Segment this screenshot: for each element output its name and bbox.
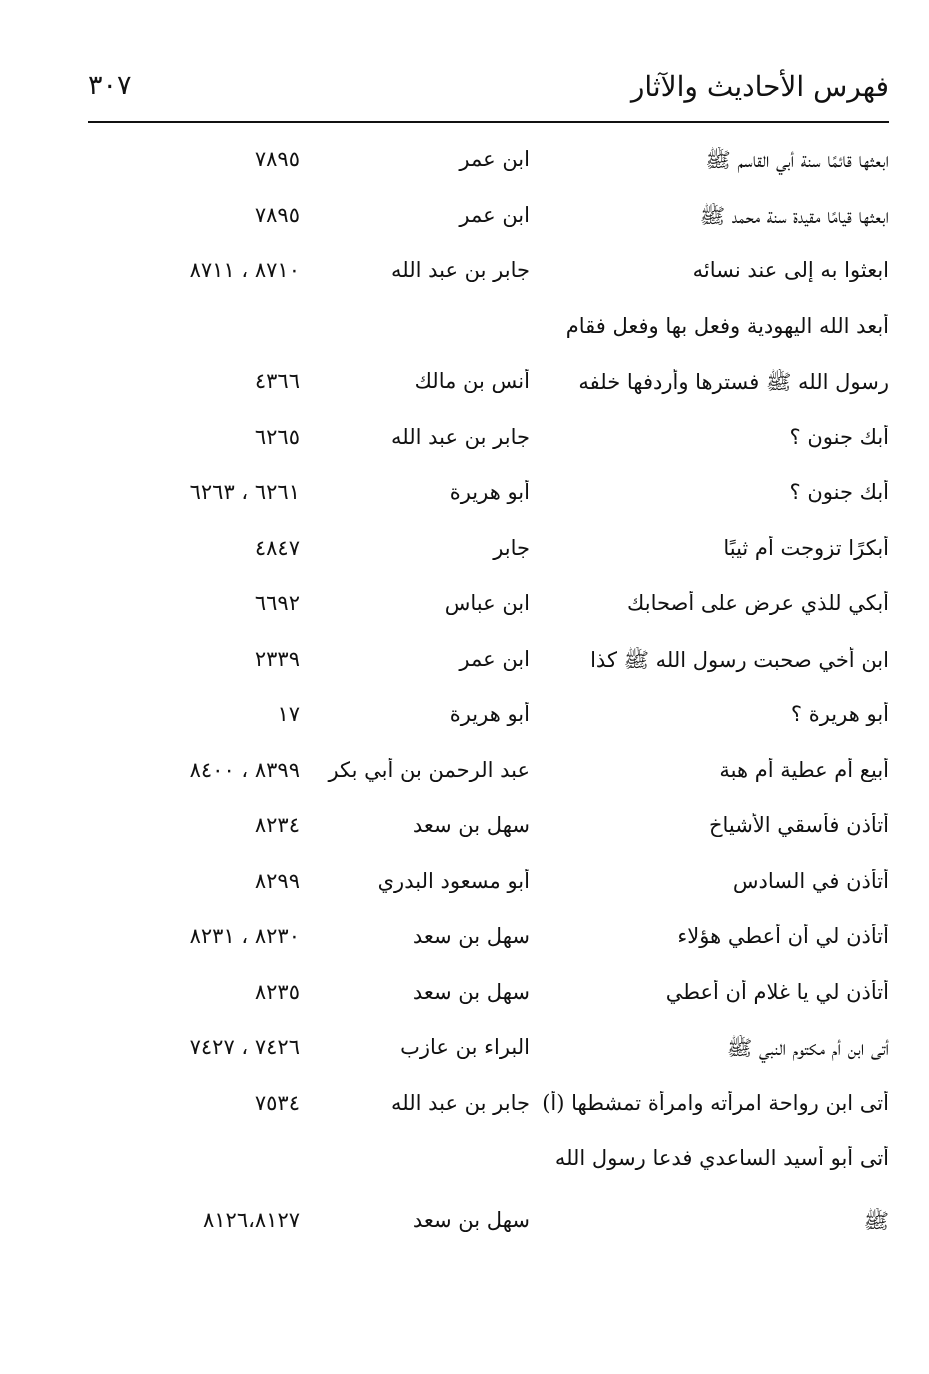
list-item	[0, 1138, 929, 1194]
list-item	[0, 195, 929, 251]
page-title: فهرس الأحاديث والآثار	[630, 70, 889, 103]
hadith-text: أتأذن لي أن أعطي هؤلاء	[677, 924, 889, 948]
list-item	[0, 306, 929, 362]
hadith-text: أتأذن في السادس	[732, 868, 889, 893]
list-item	[0, 583, 929, 639]
narrator: سهل بن سعد	[412, 979, 530, 1004]
hadith-numbers: ٧٥٣٤	[254, 1090, 300, 1115]
hadith-numbers: ٦٦٩٢	[254, 591, 300, 615]
narrator: ابن عمر	[459, 646, 530, 671]
hadith-numbers: ١٧	[277, 702, 300, 726]
hadith-numbers: ٦٢٦٥	[254, 424, 300, 449]
hadith-text: أبك جنون ؟	[789, 424, 889, 449]
hadith-text: أتى ابن رواحة امرأته وامرأة تمشطها (أ)	[542, 1090, 889, 1115]
list-item	[0, 694, 929, 750]
hadith-numbers: ٧٤٢٦ ، ٧٤٢٧	[189, 1035, 300, 1059]
list-item	[0, 472, 929, 528]
hadith-text: ابعثها قائمًا سنة أبي القاسم ﷺ	[705, 148, 889, 172]
narrator: ابن عمر	[459, 147, 530, 171]
narrator: جابر بن عبد الله	[390, 258, 530, 282]
hadith-text: رسول الله ﷺ فسترها وأردفها خلفه	[578, 370, 889, 394]
narrator: عبد الرحمن بن أبي بكر	[328, 757, 530, 782]
hadith-text: ﷺ	[863, 1208, 889, 1233]
hadith-numbers: ٧٨٩٥	[254, 147, 300, 171]
hadith-numbers: ٨٧١٠ ، ٨٧١١	[189, 258, 300, 282]
narrator: جابر	[493, 535, 530, 560]
list-item	[0, 361, 929, 417]
hadith-text: أتى أبو أسيد الساعدي فدعا رسول الله	[554, 1146, 889, 1170]
narrator: سهل بن سعد	[412, 924, 530, 948]
hadith-text: أبك جنون ؟	[789, 480, 889, 504]
narrator: ابن عمر	[459, 202, 530, 227]
list-item	[0, 1194, 929, 1250]
list-item	[0, 417, 929, 473]
narrator: سهل بن سعد	[412, 1207, 530, 1232]
hadith-text: أبكرًا تزوجت أم ثيبًا	[723, 535, 889, 560]
hadith-numbers: ٨٢٩٩	[254, 868, 300, 893]
narrator: جابر بن عبد الله	[390, 424, 530, 449]
hadith-numbers: ٢٣٣٩	[254, 646, 300, 671]
list-item	[0, 639, 929, 695]
narrator: ابن عباس	[444, 591, 530, 615]
narrator: أبو مسعود البدري	[377, 868, 530, 893]
narrator: أبو هريرة	[449, 480, 530, 504]
hadith-numbers: ٨٢٣٠ ، ٨٢٣١	[189, 924, 300, 948]
hadith-text: أبيع أم عطية أم هبة	[719, 757, 889, 782]
list-item	[0, 916, 929, 972]
hadith-text: أبو هريرة ؟	[790, 702, 889, 726]
hadith-numbers: ٨٣٩٩ ، ٨٤٠٠	[189, 757, 300, 782]
list-item	[0, 805, 929, 861]
hadith-numbers: ٨٢٣٤	[254, 813, 300, 837]
narrator: جابر بن عبد الله	[390, 1090, 530, 1115]
list-item	[0, 139, 929, 195]
list-item	[0, 250, 929, 306]
hadith-numbers: ٦٢٦١ ، ٦٢٦٣	[189, 480, 300, 504]
hadith-numbers: ٨٢٣٥	[254, 979, 300, 1004]
list-item	[0, 1027, 929, 1083]
page-header	[88, 62, 889, 112]
list-item	[0, 972, 929, 1028]
hadith-text: أتأذن فأسقي الأشياخ	[708, 813, 889, 837]
narrator: البراء بن عازب	[400, 1035, 530, 1059]
header-rule	[88, 121, 889, 123]
hadith-text: ابعثوا به إلى عند نسائه	[692, 258, 889, 282]
page-number: ٣٠٧	[88, 70, 132, 101]
hadith-text: أتى ابن أم مكتوم النبي ﷺ	[726, 1036, 889, 1060]
hadith-text: أبعد الله اليهودية وفعل بها وفعل فقام	[565, 313, 889, 338]
hadith-index-list	[0, 139, 929, 1249]
narrator: سهل بن سعد	[412, 813, 530, 837]
hadith-numbers: ٤٣٦٦	[254, 369, 300, 393]
hadith-numbers: ٧٨٩٥	[254, 202, 300, 227]
list-item	[0, 1083, 929, 1139]
narrator: أبو هريرة	[449, 702, 530, 726]
list-item	[0, 861, 929, 917]
hadith-numbers: ٤٨٤٧	[254, 535, 300, 560]
list-item	[0, 528, 929, 584]
hadith-text: ابن أخي صحبت رسول الله ﷺ كذا	[590, 647, 889, 672]
hadith-numbers: ٨١٢٦،٨١٢٧	[202, 1207, 300, 1232]
hadith-text: أبكي للذي عرض على أصحابك	[627, 591, 889, 615]
narrator: أنس بن مالك	[414, 369, 530, 393]
list-item	[0, 750, 929, 806]
hadith-text: ابعثها قيامًا مقيدة سنة محمد ﷺ	[699, 203, 889, 228]
hadith-text: أتأذن لي يا غلام أن أعطي	[665, 979, 889, 1004]
